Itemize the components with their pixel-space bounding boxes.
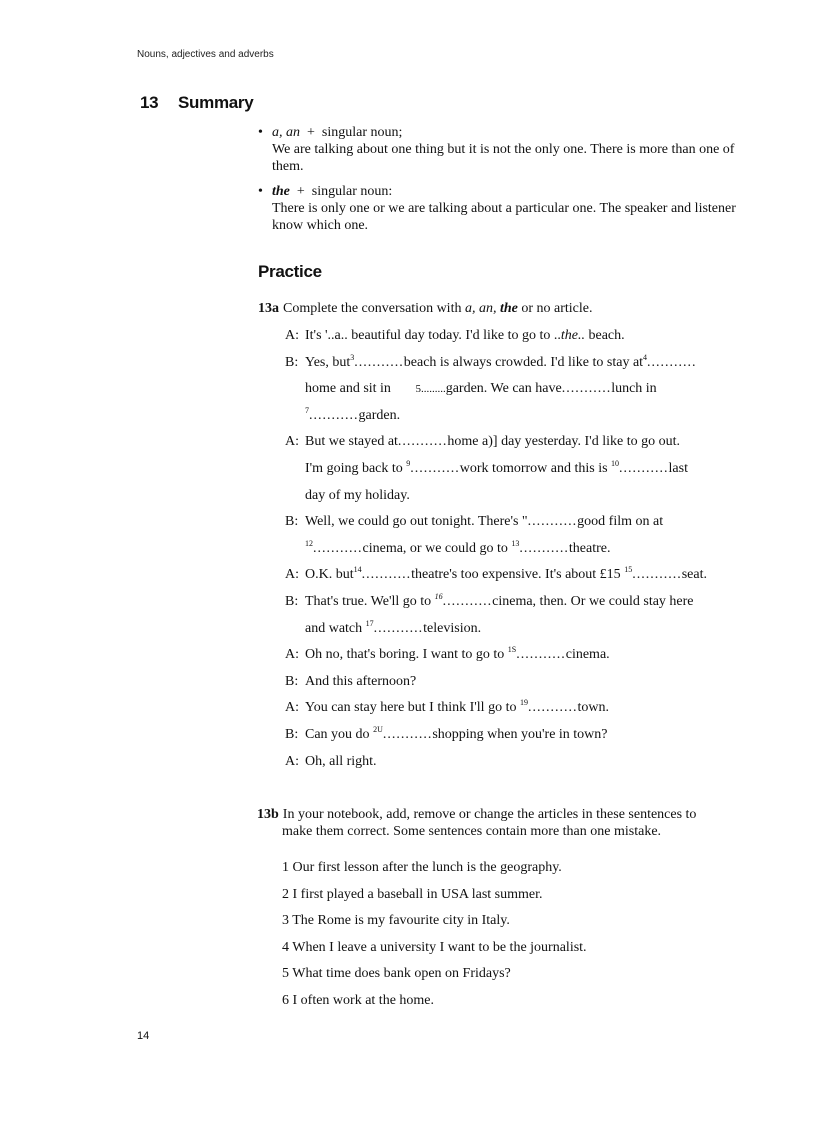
line-text: I'm going back to xyxy=(305,460,403,476)
line-text: day of my holiday. xyxy=(305,487,410,503)
line-text: Well, we could go out tonight. There's " xyxy=(305,514,528,530)
speaker: B: xyxy=(285,726,299,742)
line-text: Oh, all right. xyxy=(305,753,377,769)
gap-number: 7 xyxy=(305,405,309,415)
line-text: home and sit in xyxy=(305,381,391,397)
line-text: theatre. xyxy=(568,540,611,556)
section-number: 13 xyxy=(140,93,159,112)
gap-number: 12 xyxy=(305,538,313,548)
speaker: B: xyxy=(285,354,299,370)
gap-number: 13 xyxy=(511,538,520,548)
summary-bullet-a-an xyxy=(256,124,756,175)
line-text: That's true. We'll go to xyxy=(305,593,432,609)
dialogue xyxy=(285,327,765,779)
line-text: seat. xyxy=(681,567,707,583)
sentence: 6 I often work at the home. xyxy=(282,992,435,1008)
sentence: 2 I first played a baseball in USA last summer. xyxy=(282,886,543,902)
dialogue-line xyxy=(285,673,765,700)
speaker: A: xyxy=(285,700,299,716)
line-text: beach. xyxy=(585,328,625,343)
gap-number: 1S xyxy=(507,645,517,655)
dialogue-line xyxy=(285,753,765,780)
bullet-text: There is only one or we are talking about a particular one. The speaker and listener know which one. xyxy=(272,201,736,233)
dialogue-line xyxy=(285,646,765,673)
gap-blank[interactable]: ........... xyxy=(647,354,697,370)
speaker: A: xyxy=(285,328,299,343)
instr-articles: a, an, xyxy=(464,301,497,316)
bullet-text: We are talking about one thing but it is not the only one. There is more than one of them. xyxy=(272,142,735,174)
line-text: garden. We can have xyxy=(445,381,562,397)
instr-text: or no article. xyxy=(521,301,593,316)
dialogue-line xyxy=(285,327,765,354)
bullet-dot: • xyxy=(258,184,263,199)
answer-example: the.. xyxy=(560,328,585,343)
gap-blank[interactable]: ........... xyxy=(313,540,363,556)
exercise-number: 13b xyxy=(257,807,279,822)
dialogue-line xyxy=(285,407,765,434)
gap-blank[interactable]: ........... xyxy=(373,620,424,636)
gap-number: 9 xyxy=(406,458,411,468)
gap-blank[interactable]: ........... xyxy=(361,567,412,583)
sentence: 5 What time does bank open on Fridays? xyxy=(282,966,511,981)
instr-the: the xyxy=(499,301,518,316)
line-text: Can you do xyxy=(305,726,370,742)
exercise-13a-instruction xyxy=(258,301,758,317)
running-head: Nouns, adjectives and adverbs xyxy=(137,49,274,60)
gap-blank[interactable]: 5......... xyxy=(415,383,446,396)
line-text: home a)] day yesterday. I'd like to go out. xyxy=(447,434,680,450)
section-heading xyxy=(140,93,253,113)
gap-number: 15 xyxy=(624,565,633,575)
line-text: And this afternoon? xyxy=(305,673,417,689)
dialogue-line xyxy=(285,566,765,593)
gap-blank[interactable]: ........... xyxy=(410,460,460,476)
line-text: garden. xyxy=(358,407,401,423)
dialogue-line xyxy=(285,593,765,620)
line-text: work tomorrow and this is xyxy=(459,460,608,476)
gap-blank[interactable]: ........... xyxy=(561,381,612,397)
gap-blank[interactable]: ........... xyxy=(516,647,566,663)
exercise-number: 13a xyxy=(258,301,279,316)
line-text: beach is always crowded. I'd like to stay at xyxy=(403,354,644,370)
dialogue-line xyxy=(285,699,765,726)
gap-blank[interactable]: ........... xyxy=(309,407,359,423)
dialogue-line xyxy=(285,620,765,647)
dialogue-line xyxy=(285,433,765,460)
speaker: A: xyxy=(285,647,299,663)
dialogue-line xyxy=(285,513,765,540)
line-text: O.K. but xyxy=(305,567,354,583)
instr-text: make them correct. Some sentences contain more than one mistake. xyxy=(282,824,662,839)
practice-heading: Practice xyxy=(258,262,322,281)
section-title: Summary xyxy=(178,93,254,112)
line-text: shopping when you're in town? xyxy=(432,726,608,742)
line-text: lunch in xyxy=(611,381,657,397)
line-text: You can stay here but I think I'll go to xyxy=(305,700,517,716)
line-text: cinema, then. Or we could stay here xyxy=(492,593,694,609)
line-text: Yes, but xyxy=(305,354,351,370)
sentence: 3 The Rome is my favourite city in Italy. xyxy=(282,913,510,928)
gap-number: 14 xyxy=(353,565,362,575)
line-text: and watch xyxy=(305,620,363,636)
line-text: last xyxy=(668,460,688,476)
line-text: It's '..a.. beautiful day today. I'd like to go to .. xyxy=(305,328,561,343)
bullet-dot: • xyxy=(258,125,263,140)
gap-blank[interactable]: ........... xyxy=(354,354,404,370)
sentence: 1 Our first lesson after the lunch is the geography. xyxy=(282,860,562,875)
bullet-head: a, an xyxy=(272,125,300,140)
speaker: B: xyxy=(285,593,299,609)
plus-sign: + xyxy=(296,184,305,199)
dialogue-line xyxy=(285,354,765,381)
sentence: 4 When I leave a university I want to be the journalist. xyxy=(282,939,587,955)
summary-bullet-the xyxy=(256,183,756,234)
speaker: B: xyxy=(285,673,299,689)
speaker: A: xyxy=(285,567,299,583)
speaker: A: xyxy=(285,434,299,450)
bullet-rest: singular noun: xyxy=(311,184,393,199)
gap-blank[interactable]: ........... xyxy=(527,514,578,530)
gap-blank[interactable]: ........... xyxy=(519,540,569,556)
speaker: A: xyxy=(285,753,299,769)
line-text: Oh no, that's boring. I want to go to xyxy=(305,647,505,663)
gap-number: 16 xyxy=(434,591,443,601)
dialogue-line xyxy=(285,726,765,753)
line-text: good film on at xyxy=(577,514,664,530)
plus-sign: + xyxy=(307,125,315,140)
dialogue-line xyxy=(285,380,765,407)
line-text: theatre's too expensive. It's about £15 xyxy=(411,567,621,583)
gap-blank[interactable]: ........... xyxy=(382,726,433,742)
exercise-13b-instruction xyxy=(257,806,757,840)
page-number: 14 xyxy=(137,1030,150,1042)
bullet-rest: singular noun; xyxy=(321,125,403,140)
line-text: cinema. xyxy=(565,647,610,663)
gap-number: 4 xyxy=(643,352,648,362)
gap-number: 19 xyxy=(519,698,528,708)
line-text: cinema, or we could go to xyxy=(362,540,508,556)
gap-blank[interactable]: ........... xyxy=(632,567,682,583)
line-text: town. xyxy=(577,700,609,716)
dialogue-line xyxy=(285,460,765,487)
gap-blank[interactable]: ........... xyxy=(397,434,448,450)
gap-number: 3 xyxy=(350,352,355,362)
gap-blank[interactable]: ........... xyxy=(527,700,578,716)
gap-blank[interactable]: ........... xyxy=(619,460,669,476)
instr-text: Complete the conversation with xyxy=(283,301,462,316)
speaker: B: xyxy=(285,514,299,530)
gap-number: 10 xyxy=(611,458,620,468)
instr-text: In your notebook, add, remove or change the articles in these sentences to xyxy=(282,807,697,822)
gap-blank[interactable]: ........... xyxy=(442,593,493,609)
sentence-list xyxy=(282,859,587,1018)
dialogue-line xyxy=(285,487,765,514)
bullet-head: the xyxy=(272,184,290,199)
dialogue-line xyxy=(285,540,765,567)
summary xyxy=(256,124,756,242)
gap-number: 17 xyxy=(365,618,374,628)
line-text: television. xyxy=(423,620,482,636)
gap-number: 2U xyxy=(373,724,383,734)
line-text: But we stayed at xyxy=(305,434,398,450)
